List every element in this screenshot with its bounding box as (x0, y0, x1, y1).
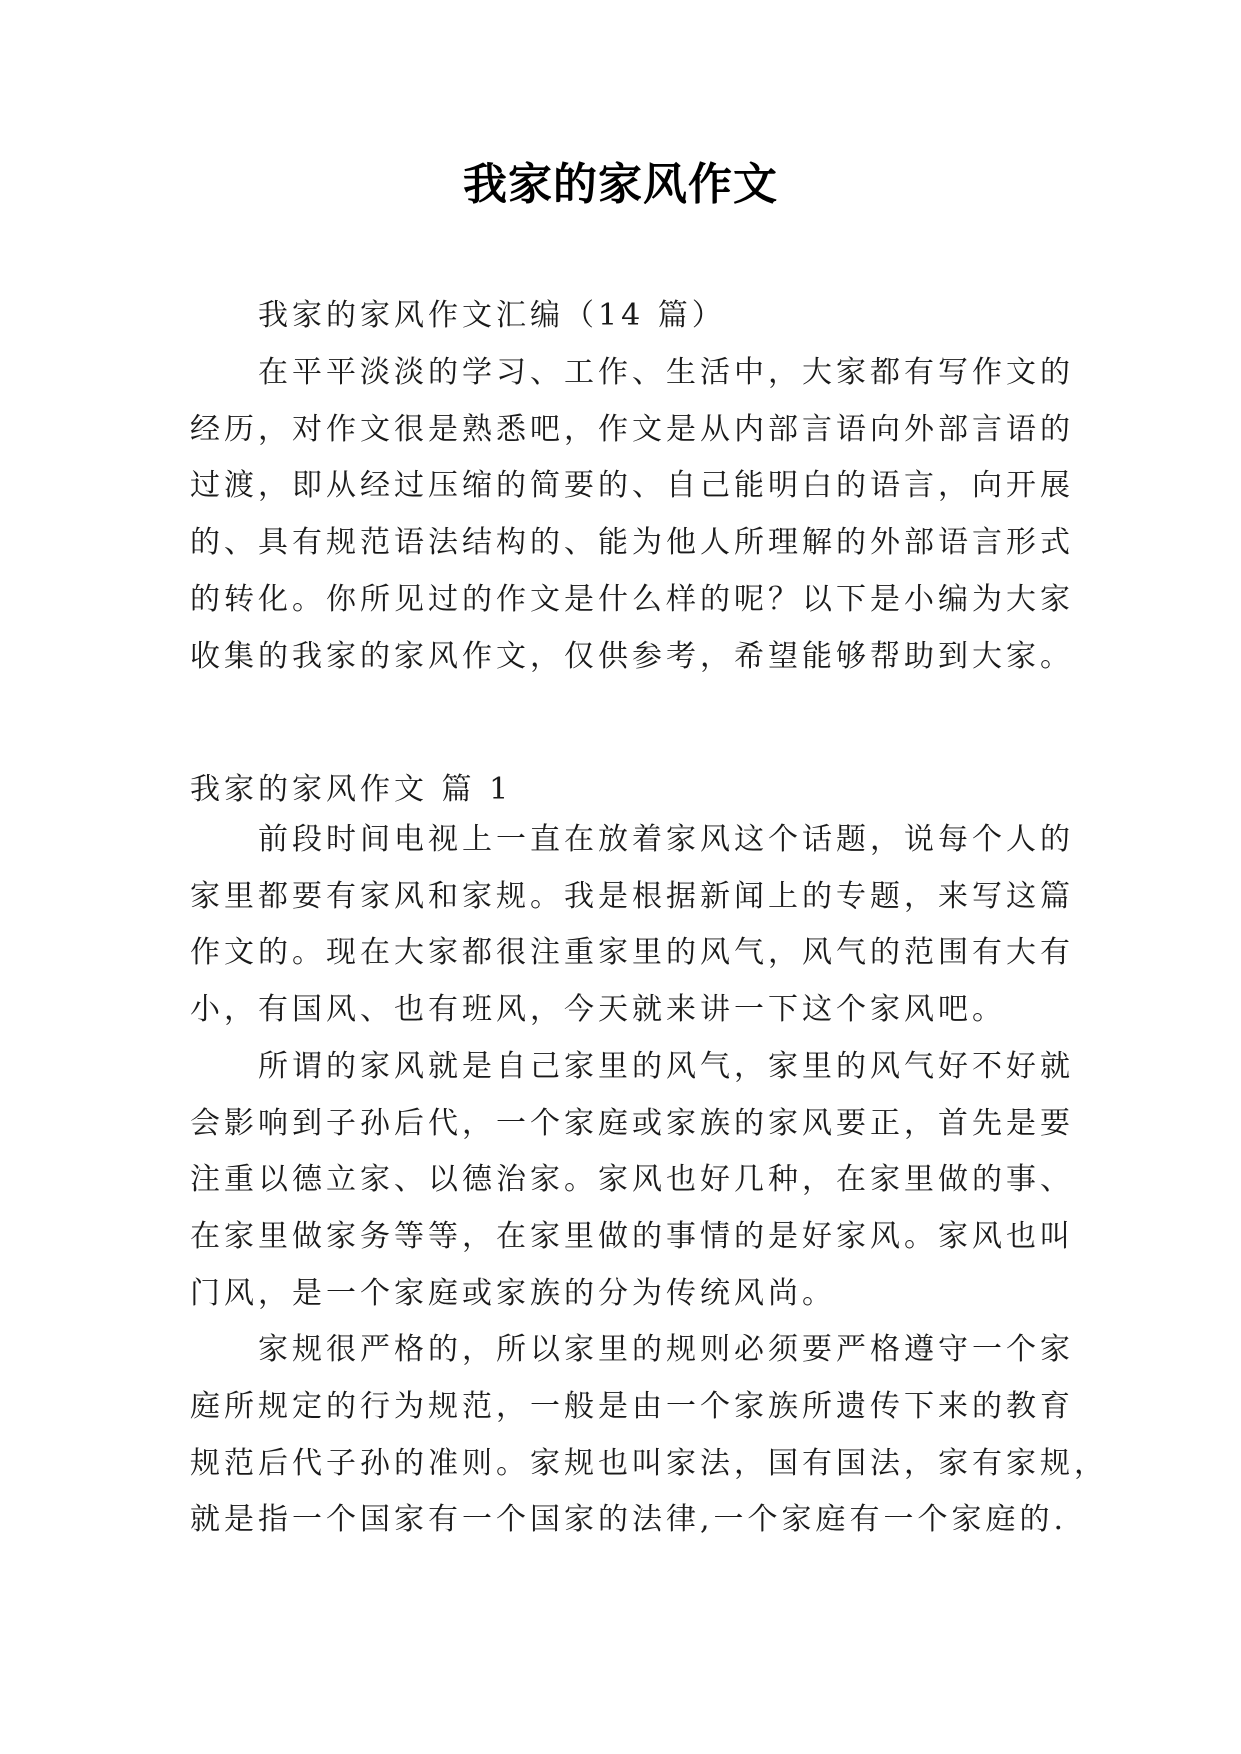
para-line: 在家里做家务等等，在家里做的事情的是好家风。家风也叫 (190, 1218, 1074, 1254)
paragraph-3 (190, 1322, 1108, 1549)
para-line: 所谓的家风就是自己家里的风气，家里的风气好不好就 (258, 1048, 1074, 1084)
paragraph-2 (190, 1039, 1074, 1323)
para-line: 就是指一个国家有一个国家的法律,一个家庭有一个家庭的. (190, 1502, 1068, 1538)
para-line: 注重以德立家、以德治家。家风也好几种，在家里做的事、 (190, 1162, 1074, 1198)
intro-line: 过渡，即从经过压缩的简要的、自己能明白的语言，向开展 (190, 468, 1074, 504)
para-line: 门风，是一个家庭或家族的分为传统风尚。 (190, 1275, 836, 1311)
intro-line: 收集的我家的家风作文，仅供参考，希望能够帮助到大家。 (190, 638, 1074, 674)
paragraph-1 (190, 812, 1074, 1039)
section-body (190, 812, 1108, 1549)
intro-line: 经历，对作文很是熟悉吧，作文是从内部言语向外部言语的 (190, 411, 1074, 447)
para-line: 家里都要有家风和家规。我是根据新闻上的专题，来写这篇 (190, 878, 1074, 914)
para-line: 家规很严格的，所以家里的规则必须要严格遵守一个家 (258, 1332, 1074, 1368)
para-line: 前段时间电视上一直在放着家风这个话题，说每个人的 (258, 822, 1074, 857)
para-line: 小，有国风、也有班风，今天就来讲一下这个家风吧。 (190, 992, 1006, 1028)
intro-line: 的、具有规范语法结构的、能为他人所理解的外部语言形式 (190, 525, 1074, 561)
document-subtitle: 我家的家风作文汇编（14 篇） (258, 298, 726, 333)
intro-line: 的转化。你所见过的作文是什么样的呢？以下是小编为大家 (190, 581, 1074, 617)
document-title: 我家的家风作文 (463, 159, 778, 210)
para-line: 规范后代子孙的准则。家规也叫家法，国有国法，家有家规， (190, 1445, 1108, 1481)
intro-paragraph (190, 345, 1074, 685)
para-line: 作文的。现在大家都很注重家里的风气，风气的范围有大有 (190, 935, 1074, 971)
para-line: 庭所规定的行为规范，一般是由一个家族所遗传下来的教育 (190, 1389, 1074, 1425)
para-line: 会影响到子孙后代，一个家庭或家族的家风要正，首先是要 (190, 1105, 1074, 1141)
intro-line: 在平平淡淡的学习、工作、生活中，大家都有写作文的 (258, 355, 1074, 390)
section-heading: 我家的家风作文 篇 1 (190, 772, 513, 807)
